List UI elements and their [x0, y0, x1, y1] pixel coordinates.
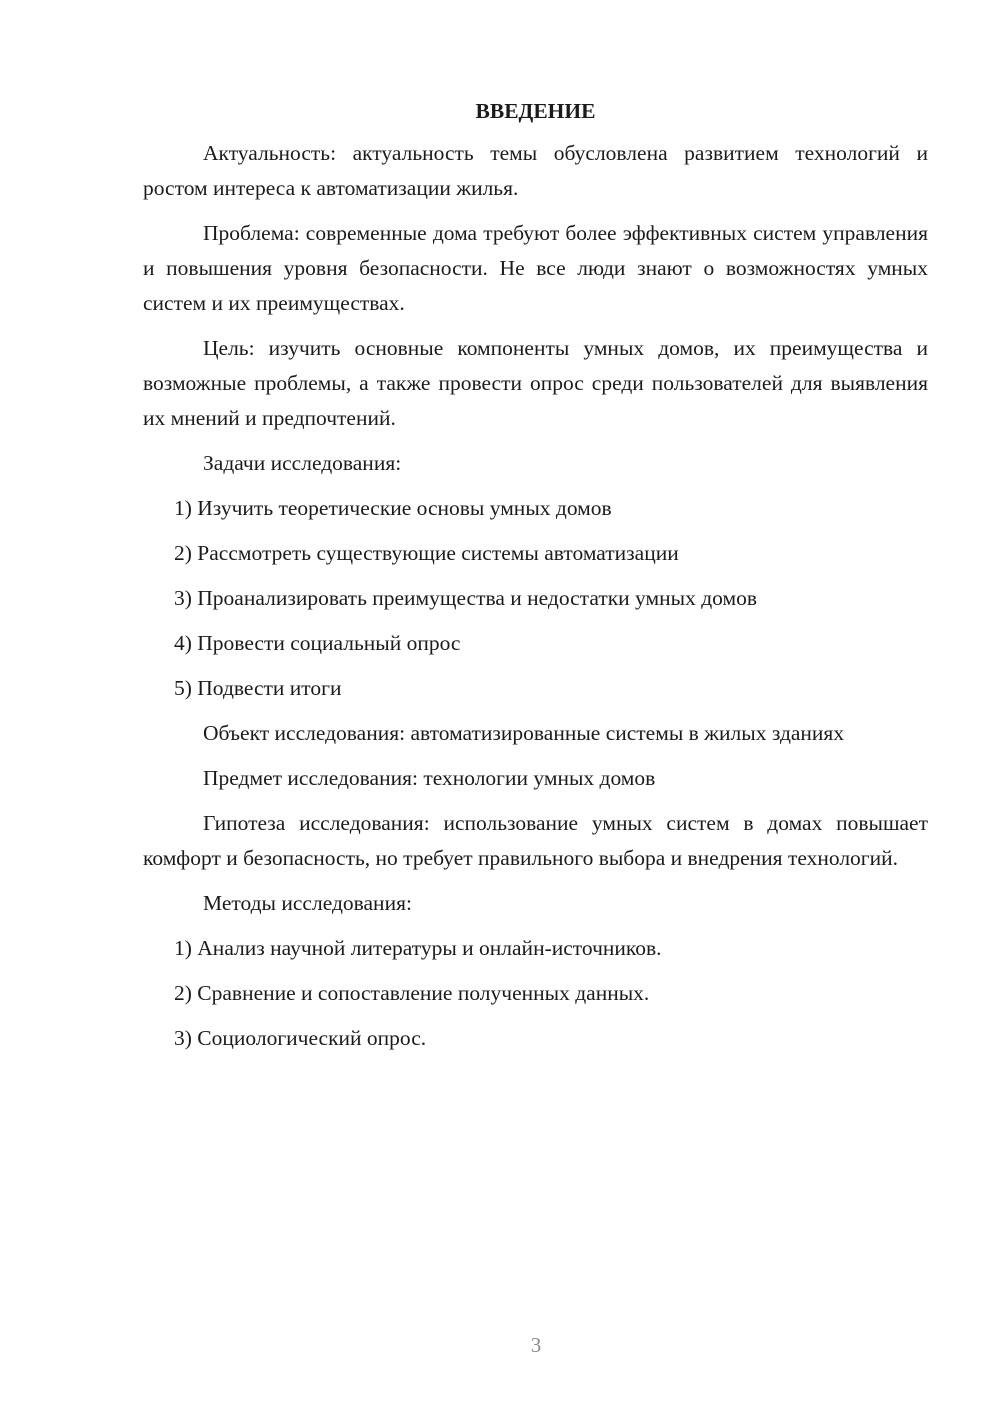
methods-heading: Методы исследования: [203, 891, 412, 915]
page-title: ВВЕДЕНИЕ [475, 99, 596, 123]
tasks-list [143, 491, 928, 706]
object-paragraph: Объект исследования: автоматизированные системы в жилых зданиях [203, 721, 845, 745]
goal-paragraph: Цель: изучить основные компоненты умных домов, их преимущества и возможные проблемы, а также провести опрос среди пользователей для выявления их мнений и предпочтений. [143, 336, 928, 430]
list-item: 2) Рассмотреть существующие системы автоматизации [174, 541, 679, 565]
tasks-heading: Задачи исследования: [203, 451, 402, 475]
list-item: 1) Анализ научной литературы и онлайн-источников. [174, 936, 662, 960]
problem-paragraph: Проблема: современные дома требуют более эффективных систем управления и повышения уровня безопасности. Не все люди знают о возможностях умных систем и их преимуществах. [143, 221, 928, 315]
page-number: 3 [530, 1333, 542, 1357]
subject-paragraph: Предмет исследования: технологии умных домов [203, 766, 656, 790]
document-body [143, 96, 928, 1066]
list-item: 3) Социологический опрос. [174, 1026, 427, 1050]
relevance-paragraph: Актуальность: актуальность темы обусловлена развитием технологий и ростом интереса к автоматизации жилья. [143, 141, 928, 200]
list-item: 2) Сравнение и сопоставление полученных данных. [174, 981, 650, 1005]
list-item: 1) Изучить теоретические основы умных домов [174, 496, 612, 520]
list-item: 3) Проанализировать преимущества и недостатки умных домов [174, 586, 757, 610]
methods-list [143, 931, 928, 1056]
list-item: 5) Подвести итоги [174, 676, 342, 700]
list-item: 4) Провести социальный опрос [174, 631, 461, 655]
hypothesis-paragraph: Гипотеза исследования: использование умных систем в домах повышает комфорт и безопасность, но требует правильного выбора и внедрения технологий. [143, 811, 928, 870]
